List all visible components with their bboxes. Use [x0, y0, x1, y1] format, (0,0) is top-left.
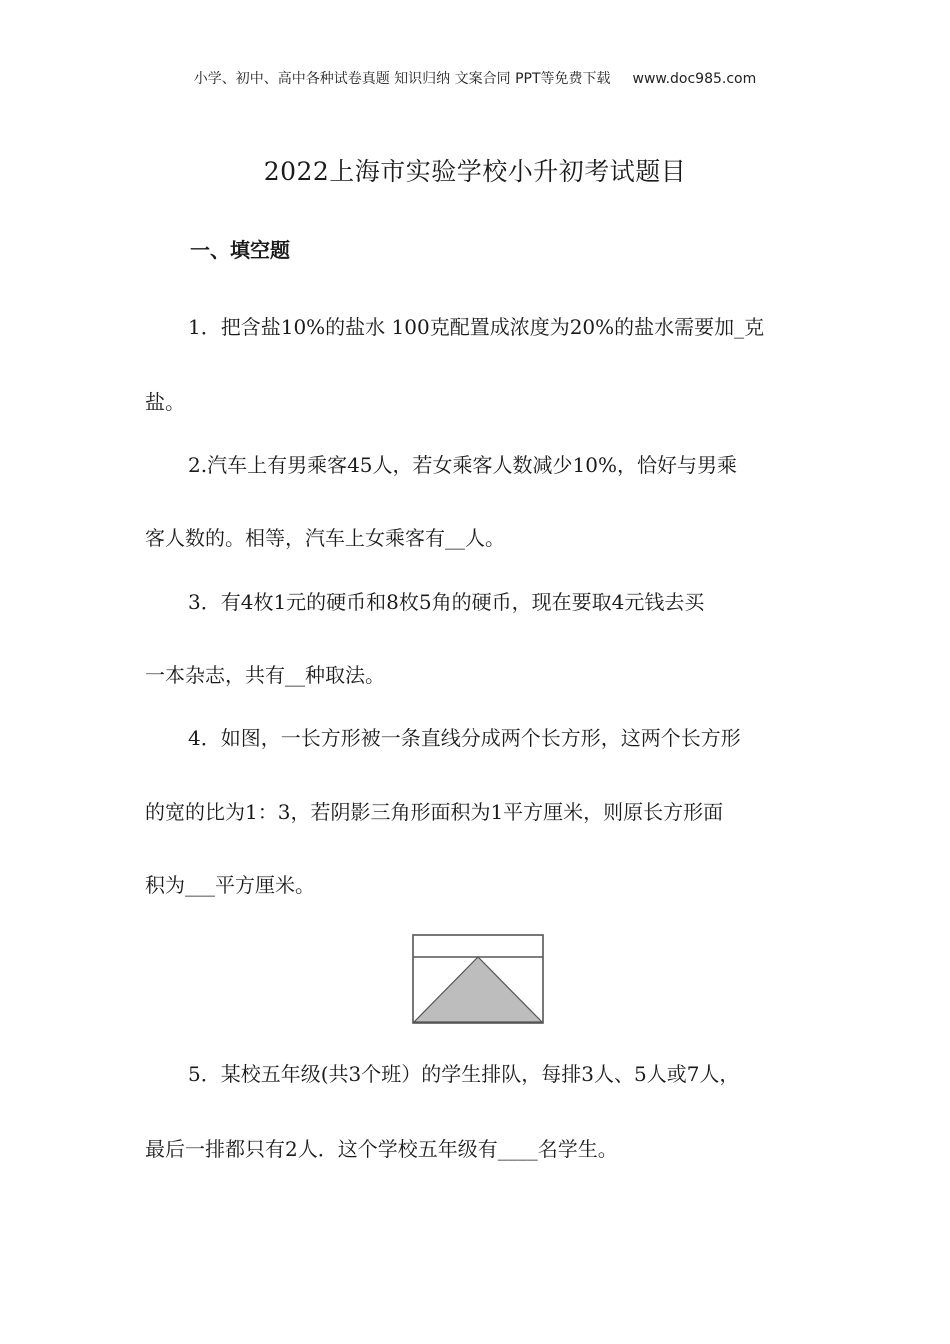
question-1-line-2: 盐。 [145, 390, 185, 414]
question-4-figure [412, 934, 544, 1024]
question-5-line-1: 5．某校五年级(共3个班）的学生排队，每排3人、5人或7人， [188, 1062, 740, 1086]
question-1-line-1: 1．把含盐10%的盐水 100克配置成浓度为20%的盐水需要加_克 [188, 315, 765, 339]
question-2-line-1: 2.汽车上有男乘客45人，若女乘客人数减少10%，恰好与男乘 [188, 453, 737, 477]
question-4-line-3: 积为___平方厘米。 [145, 873, 315, 897]
shaded-triangle [414, 957, 542, 1022]
question-3-line-1: 3．有4枚1元的硬币和8枚5角的硬币，现在要取4元钱去买 [188, 590, 705, 614]
header-site-link[interactable]: www.doc985.com [632, 71, 757, 87]
question-4-line-1: 4．如图，一长方形被一条直线分成两个长方形，这两个长方形 [188, 726, 741, 750]
question-5-line-2: 最后一排都只有2人．这个学校五年级有____名学生。 [145, 1137, 618, 1161]
section-heading: 一、填空题 [190, 238, 290, 262]
question-2-line-2: 客人数的。相等，汽车上女乘客有__人。 [145, 526, 505, 550]
page-header [0, 68, 950, 88]
header-banner-text: 小学、初中、高中各种试卷真题 知识归纳 文案合同 PPT等免费下载 [193, 71, 611, 87]
question-3-line-2: 一本杂志，共有__种取法。 [145, 663, 385, 687]
question-4-line-2: 的宽的比为1：3，若阴影三角形面积为1平方厘米，则原长方形面 [145, 800, 724, 824]
rectangle-triangle-diagram [412, 934, 544, 1024]
document-title: 2022上海市实验学校小升初考试题目 [263, 157, 687, 186]
